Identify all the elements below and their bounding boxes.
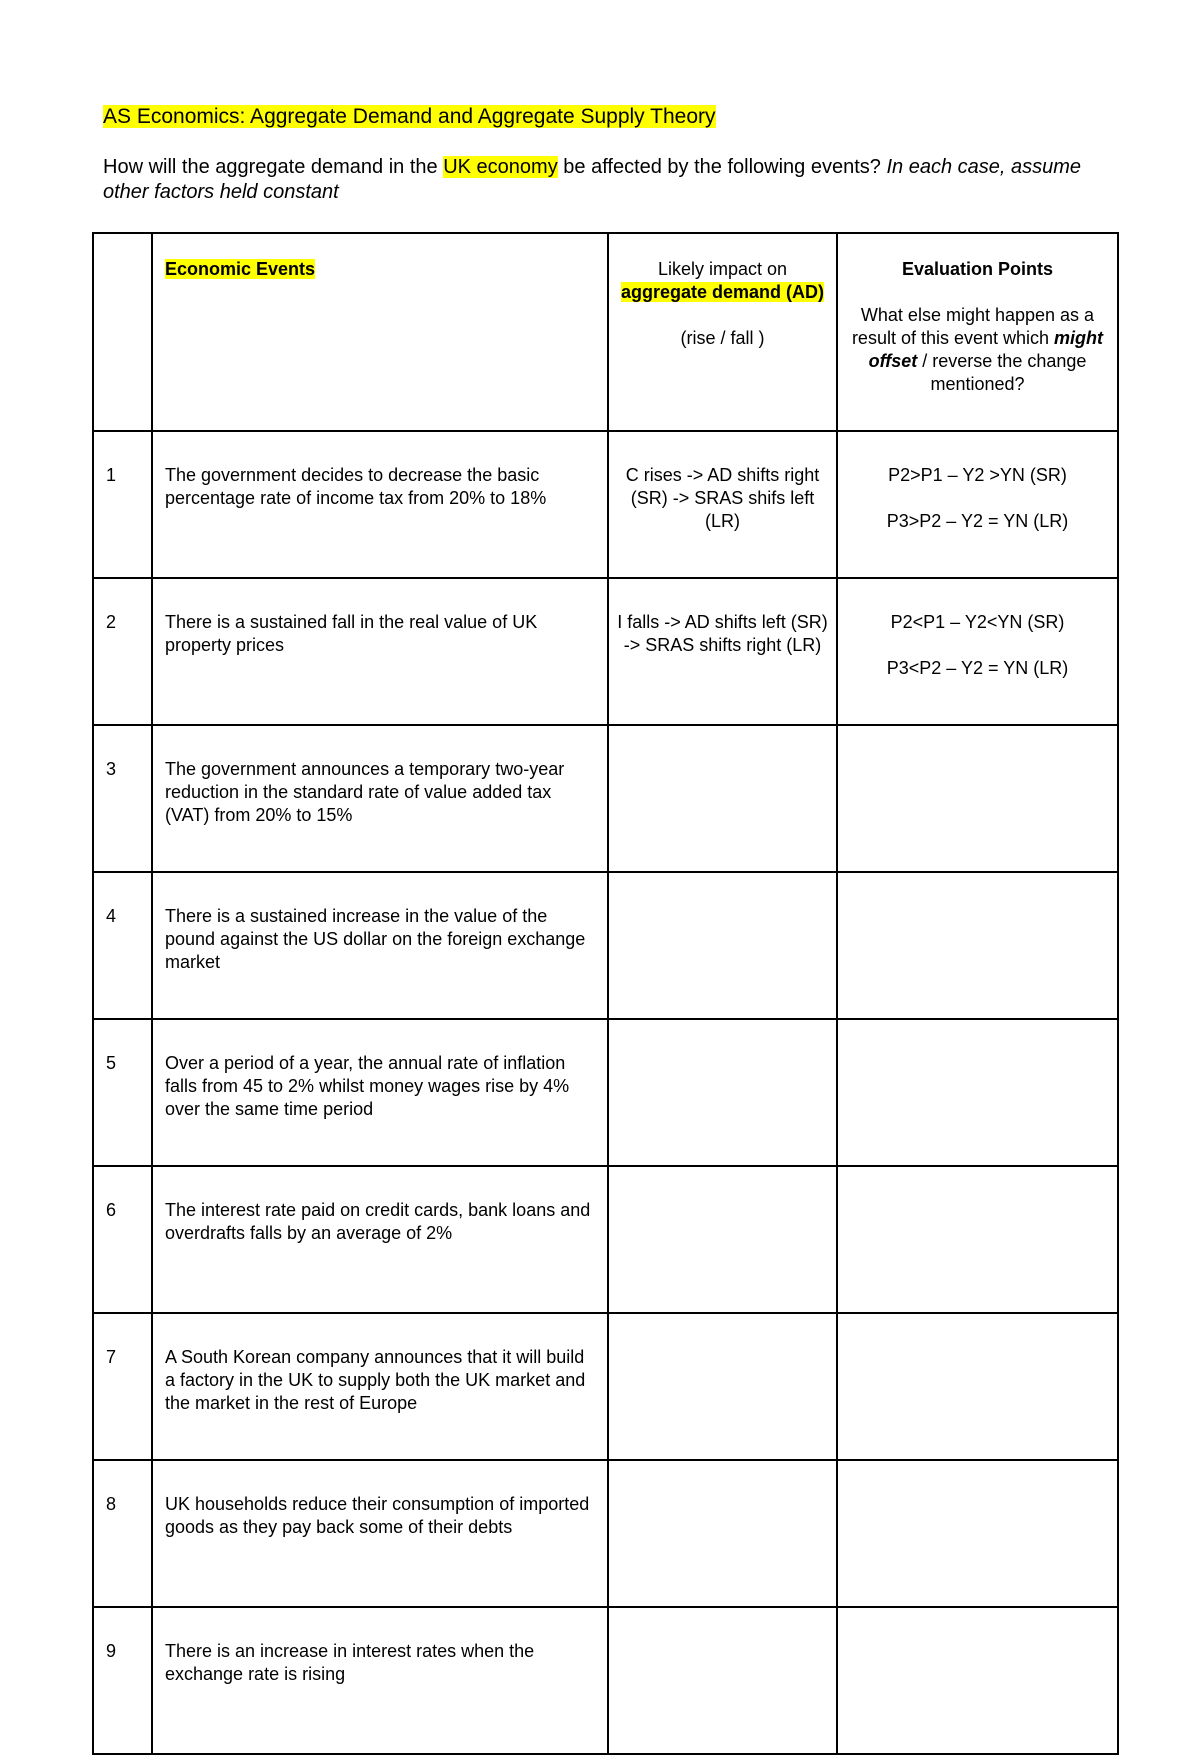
row-eval-line2: P3<P2 – Y2 = YN (LR) [886, 658, 1069, 678]
header-eval-bold: might offset [868, 328, 1104, 371]
row-eval-line2: P3>P2 – Y2 = YN (LR) [886, 511, 1069, 531]
title-text: AS Economics: Aggregate Demand and Aggregate Supply Theory [103, 105, 716, 128]
row-event-cell: The government announces a temporary two-year reduction in the standard rate of value added tax (VAT) from 20% to 15% [152, 725, 608, 872]
header-events-label: Economic Events [165, 259, 316, 279]
header-eval-title: Evaluation Points [901, 259, 1054, 279]
row-number-cell: 3 [93, 725, 152, 872]
row-event-cell: A South Korean company announces that it will build a factory in the UK to supply both the UK market and the market in the rest of Europe [152, 1313, 608, 1460]
row-event-cell: There is a sustained fall in the real value of UK property prices [152, 578, 608, 725]
row-number-cell: 7 [93, 1313, 152, 1460]
row-number-cell: 8 [93, 1460, 152, 1607]
row-eval-cell [837, 1019, 1118, 1166]
header-eval-q1: What else might happen as a result of this event which [851, 305, 1095, 348]
table-row [93, 1019, 1118, 1166]
row-eval-line1: P2>P1 – Y2 >YN (SR) [888, 465, 1067, 485]
intro-part2: be affected by the following events? [557, 156, 887, 178]
table-row [93, 1313, 1118, 1460]
row-eval-cell [837, 578, 1118, 725]
header-impact-bold: aggregate demand (AD) [620, 282, 825, 302]
table-row [93, 1460, 1118, 1607]
header-eval-q2: / reverse the change mentioned? [917, 351, 1087, 394]
events-table [92, 232, 1119, 1755]
row-impact-cell: C rises -> AD shifts right (SR) -> SRAS shifs left (LR) [608, 431, 837, 578]
row-impact-cell [608, 1019, 837, 1166]
row-event-cell: The government decides to decrease the basic percentage rate of income tax from 20% to 18% [152, 431, 608, 578]
row-event-cell: Over a period of a year, the annual rate of inflation falls from 45 to 2% whilst money wages rise by 4% over the same time period [152, 1019, 608, 1166]
row-impact-cell: I falls -> AD shifts left (SR) -> SRAS shifts right (LR) [608, 578, 837, 725]
row-eval-cell [837, 431, 1118, 578]
row-eval-cell [837, 1607, 1118, 1754]
table-row [93, 1607, 1118, 1754]
intro-highlight: UK economy [443, 156, 558, 178]
table-row [93, 872, 1118, 1019]
intro-italic: In each case, assume other factors held constant [103, 156, 1082, 203]
table-row [93, 1166, 1118, 1313]
row-event-cell: There is a sustained increase in the value of the pound against the US dollar on the foreign exchange market [152, 872, 608, 1019]
row-impact-cell [608, 1460, 837, 1607]
row-impact-cell [608, 725, 837, 872]
intro-part1: How will the aggregate demand in the [103, 156, 444, 178]
row-eval-cell [837, 1313, 1118, 1460]
row-eval-cell [837, 1460, 1118, 1607]
row-number-cell: 5 [93, 1019, 152, 1166]
row-number-cell: 1 [93, 431, 152, 578]
header-impact-line1: Likely impact on [657, 259, 788, 279]
row-event-cell: The interest rate paid on credit cards, bank loans and overdrafts falls by an average of 2% [152, 1166, 608, 1313]
row-number-cell: 6 [93, 1166, 152, 1313]
document-title [103, 103, 716, 130]
intro-question [103, 155, 1083, 205]
row-eval-cell [837, 872, 1118, 1019]
row-event-cell: UK households reduce their consumption of imported goods as they pay back some of their debts [152, 1460, 608, 1607]
row-number-cell: 4 [93, 872, 152, 1019]
row-number-cell: 2 [93, 578, 152, 725]
row-eval-line1: P2<P1 – Y2<YN (SR) [890, 612, 1065, 632]
header-impact-options: (rise / fall ) [680, 328, 765, 348]
row-impact-cell [608, 1313, 837, 1460]
table-header-row [93, 233, 1118, 431]
row-number-cell: 9 [93, 1607, 152, 1754]
row-eval-cell [837, 725, 1118, 872]
row-impact-cell [608, 872, 837, 1019]
header-events-cell [152, 233, 608, 431]
row-eval-cell [837, 1166, 1118, 1313]
table-row [93, 431, 1118, 578]
row-impact-cell [608, 1166, 837, 1313]
header-eval-cell [837, 233, 1118, 431]
header-impact-cell [608, 233, 837, 431]
table-row [93, 725, 1118, 872]
row-event-cell: There is an increase in interest rates when the exchange rate is rising [152, 1607, 608, 1754]
header-num-cell [93, 233, 152, 431]
table-row [93, 578, 1118, 725]
row-impact-cell [608, 1607, 837, 1754]
